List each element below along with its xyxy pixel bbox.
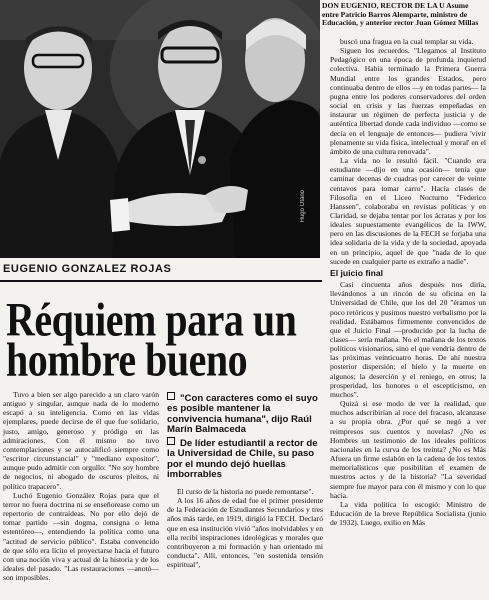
headline: Réquiem para un hombre bueno <box>6 292 297 387</box>
pull-quote-2-text: De líder estudiantil a rector de la Universidad de Chile, su paso por el mundo dejó huellas imborrables <box>167 438 318 481</box>
photo-caption: DON EUGENIO, RECTOR DE LA U Asume entre Patricio Barros Alemparte, ministro de Educación, y anterior rector Juan Gómez Millas <box>322 1 479 28</box>
right-paragraph: La vida política lo escogió: Ministro de Educación de la breve República Socialista (junio de 1932). Luego, exilio en Más <box>330 499 486 528</box>
right-paragraph: Quizá si ese modo de ver la realidad, que muchos adscribirían al roce del fracaso, alcanzase a su propia obra. ¿Por qué se negó a ver reimpresos sus cuentos y novelas? ¿No es Hombres un testimonio de los ideales políticos nacionales en la curva de los treinta? ¿No es Más Afuera un firme eslabón en la cadena de los textos memorialísticos que posibilitan el examen de nuestros actos y de la historia? "La severidad siempre fue mayor para con él mismo y con lo que hacía. <box>330 399 486 500</box>
pull-quote-2 <box>167 437 323 481</box>
middle-paragraph-2: A los 16 años de edad fue el primer presidente de la Federación de Estudiantes Secundarios y tres años más tarde, en 1919, dirigió la FECH. Declaró que en esa institución vivió "años inolvidables y en ella recibí inspiraciones ideológicas y morales que contribuyeron a mi formación y han orientado mi conducta". Allí, entonces, "en sostenida tensión espiritual", <box>167 496 323 570</box>
photo-credit: Hugo Otaño <box>300 190 306 223</box>
square-bullet-icon <box>167 392 175 400</box>
left-paragraph-2: Luchó Eugenio González Rojas para que el terror no fuera doctrina ni se enseñorease como un repertorio de contraídeas. No por ello dejó de tomar partido —sin dogma, consigna o lema estentóreo—, entendiendo la política como una "actitud de servicio público". Estaba convencido de que sólo era lícito el proyectarse hacia el futuro con una noción viva y actual de la historia y de los ideales del pasado. "Las restauraciones —anotó— son imposibles. <box>3 490 159 583</box>
middle-column <box>167 487 323 569</box>
author-byline: EUGENIO GONZALEZ ROJAS <box>3 263 172 275</box>
photo-illustration <box>0 0 320 258</box>
pull-quote-1 <box>167 392 323 436</box>
middle-paragraph-1: El curso de la historia no puede remontarse". <box>177 487 314 496</box>
left-column <box>3 390 159 582</box>
divider-rule <box>0 280 322 282</box>
left-paragraph-1: Tuvo a bien ser algo parecido a un claro varón antiguo y singular, aunque nada de lo moderno escapó a su inteligencia. Como en las vidas ejemplares, puede decirse de él que fue solidario, justo, amigo, generoso y pródigo en las admiraciones. Con él mismo no tuvo contemplaciones y se autocalificó siempre como "escritor circunstancial" y "mediano expositor", aunque pudo admitir con orgullo: "No soy hombre de negocios, ni abogado de oscuros pleitos, ni político trapacero". <box>3 390 159 491</box>
square-bullet-icon <box>167 437 175 445</box>
section-subhead: El juicio final <box>330 267 384 278</box>
right-column <box>330 37 486 527</box>
right-paragraph: La vida no le resultó fácil. "Cuando era estudiante —dijo en una ocasión— tenía que caminar decenas de cuadras por carecer de veinte centavos para tomar carro". Hacía clases de Filosofía en el Liceo Nocturno "Federico Hanssen", colaboraba en revistas políticas y en Claridad, se dejaba tentar por los ácratas y por los ideales supuestamente evangélicos de la IWW, pero en las discusiones de la FECH se forjaba una idea solidaria de la vida y de la sociedad, apoyada en un principio, aquel de que "nada de lo que sucede en cualquier parte es extraño a nadie". <box>330 156 486 266</box>
pull-quote-1-text: "Con caracteres como el suyo es posible mantener la convivencia humana", dijo Raúl Marín Balmaceda <box>167 393 318 436</box>
right-paragraph: Siguen los recuerdos. "Llegamos al Instituto Pedagógico en una época de profunda inquietud colectiva. Había terminado la Primera Guerra Mundial entre los grandes Estados, pero continuaba dentro de ellos —y en todas partes— la pugna entre los poderes conservadores del orden social en crisis y las fuerzas empeñadas en instaurar un régimen de perfecta justicia y de auténtica libertad donde cada individuo —como se decía en el lenguaje de entonces— pudiera 'vivir plenamente su vida física, intelectual y moral' en el ámbito de una cultura renovada". <box>330 46 486 156</box>
news-photo <box>0 0 320 258</box>
right-paragraph: buscó una fragua en la cual templar su vida. <box>340 37 474 46</box>
right-paragraph: Casi cincuenta años después nos diría, llevándonos a un rincón de su oficina en la Universidad de Chile, que los del 20 "éramos un poco retóricos y pusimos nuestro verbalismo por la realidad. Estábamos firmemente convencidos de que el Juicio Final —producido por la lucha de clases— sería mañana. No el mañana de los textos políticos visionarios, sino el que vendría dentro de las próximas veinticuatro horas. De ahí nuestra posterior dispersión; el hielo y la muerte en algunos; la deserción y el reniego, en otros; la prosperidad, los honores o el escepticismo, en muchos". <box>330 280 486 399</box>
